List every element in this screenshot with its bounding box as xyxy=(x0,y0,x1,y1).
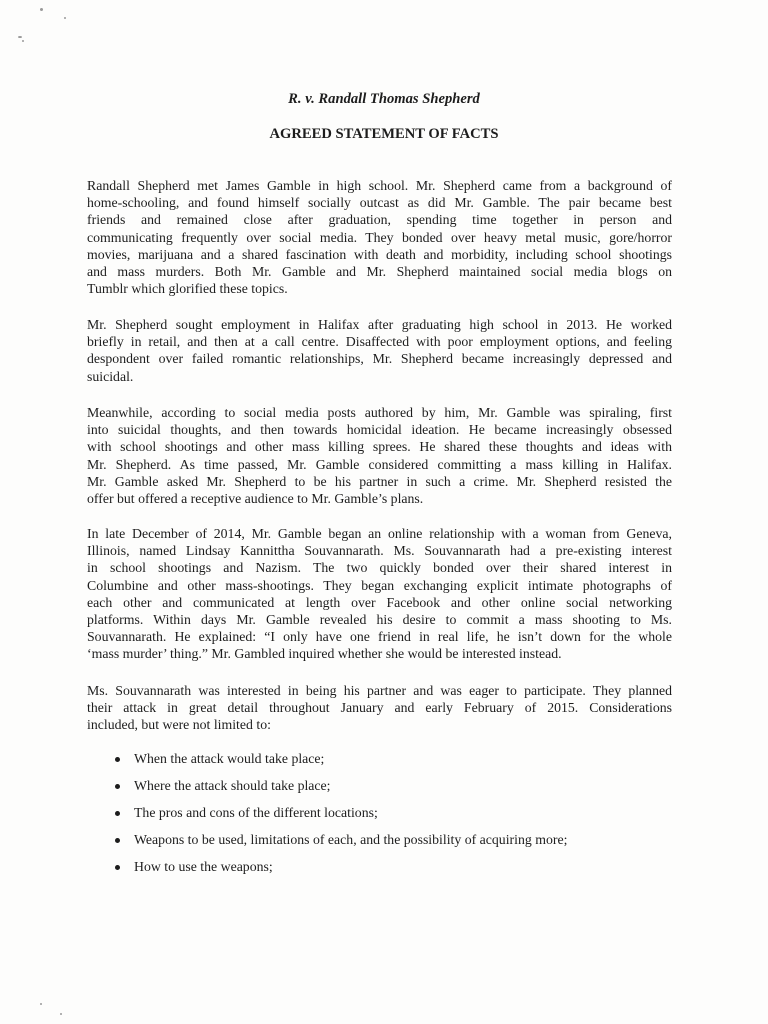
bullet-icon xyxy=(115,784,120,789)
paragraph xyxy=(87,404,672,507)
paragraph-line: Souvannarath. He explained: “I only have one friend in real life, he isn’t down for the whole xyxy=(87,629,672,645)
paragraph-line: despondent over failed romantic relationships, Mr. Shepherd became increasingly depressed and xyxy=(87,351,672,367)
document-title: AGREED STATEMENT OF FACTS xyxy=(269,126,499,142)
paragraph-line: each other and communicated at length over Facebook and other online social networking xyxy=(87,594,672,610)
bullet-icon xyxy=(115,838,120,843)
paragraph xyxy=(87,177,672,297)
paragraph-line: Tumblr which glorified these topics. xyxy=(87,281,288,297)
list-item-text: The pros and cons of the different locations; xyxy=(134,805,378,820)
list-item xyxy=(113,804,567,831)
paragraph-line: ‘mass murder’ thing.” Mr. Gambled inquired whether she would be interested instead. xyxy=(87,646,562,662)
bullet-icon xyxy=(115,757,120,762)
list-item-text: How to use the weapons; xyxy=(134,859,273,874)
paragraph-line: Mr. Gamble asked Mr. Shepherd to be his partner in such a crime. Mr. Shepherd resisted the xyxy=(87,473,672,489)
paragraph-line: Mr. Shepherd. As time passed, Mr. Gamble considered committing a mass killing in Halifax. xyxy=(87,456,672,472)
list-item-text: Where the attack should take place; xyxy=(134,778,331,793)
paragraph xyxy=(87,316,672,385)
considerations-list xyxy=(113,750,567,885)
paragraph-line: communicating frequently over social media. They bonded over heavy metal music, gore/horror xyxy=(87,229,672,245)
paragraph-line: friends and remained close after graduation, spending time together in person and xyxy=(87,212,672,228)
list-item-text: Weapons to be used, limitations of each, and the possibility of acquiring more; xyxy=(134,832,568,847)
paragraph-line: with school shootings and other mass killing sprees. He shared these thoughts and ideas with xyxy=(87,439,672,455)
bullet-icon xyxy=(115,811,120,816)
paragraph-line: Meanwhile, according to social media posts authored by him, Mr. Gamble was spiraling, first xyxy=(87,405,672,420)
paragraph-line: home-schooling, and found himself socially outcast as did Mr. Gamble. The pair became best xyxy=(87,195,672,211)
paragraph xyxy=(87,525,672,663)
paragraph-line: Ms. Souvannarath was interested in being his partner and was eager to participate. They planned xyxy=(87,683,672,698)
list-item xyxy=(113,831,567,858)
paragraph-line: and mass murders. Both Mr. Gamble and Mr. Shepherd maintained social media blogs on xyxy=(87,264,672,280)
paragraph-line: suicidal. xyxy=(87,368,134,384)
paragraph-line: briefly in retail, and then at a call centre. Disaffected with poor employment options, and feeling xyxy=(87,334,672,350)
paragraph xyxy=(87,682,672,734)
list-item xyxy=(113,858,567,885)
paragraph-line: movies, marijuana and a shared fascination with death and morbidity, including school shootings xyxy=(87,246,672,262)
paragraph-line: their attack in great detail throughout January and early February of 2015. Considerations xyxy=(87,700,672,716)
paragraph-line: included, but were not limited to: xyxy=(87,717,271,733)
paragraph-line: into suicidal thoughts, and then towards homicidal ideation. He became increasingly obsessed xyxy=(87,422,672,438)
paragraph-line: Columbine and other mass-shootings. They began exchanging explicit intimate photographs of xyxy=(87,577,672,593)
list-item-text: When the attack would take place; xyxy=(134,751,325,766)
case-title: R. v. Randall Thomas Shepherd xyxy=(288,91,480,107)
paragraph-line: platforms. Within days Mr. Gamble revealed his desire to commit a mass shooting to Ms. xyxy=(87,612,672,628)
paragraph-line: offer but offered a receptive audience to Mr. Gamble’s plans. xyxy=(87,491,424,507)
paragraph-line: Randall Shepherd met James Gamble in high school. Mr. Shepherd came from a background of xyxy=(87,178,672,193)
list-item xyxy=(113,777,567,804)
paragraph-line: In late December of 2014, Mr. Gamble began an online relationship with a woman from Geneva, xyxy=(87,526,672,541)
paragraph-line: in school shootings and Nazism. The two quickly bonded over their shared interest in xyxy=(87,560,672,576)
paragraph-line: Illinois, named Lindsay Kannittha Souvannarath. Ms. Souvannarath had a pre-existing interest xyxy=(87,543,672,559)
paragraph-line: Mr. Shepherd sought employment in Halifax after graduating high school in 2013. He worked xyxy=(87,317,672,332)
bullet-icon xyxy=(115,865,120,870)
list-item xyxy=(113,750,567,777)
